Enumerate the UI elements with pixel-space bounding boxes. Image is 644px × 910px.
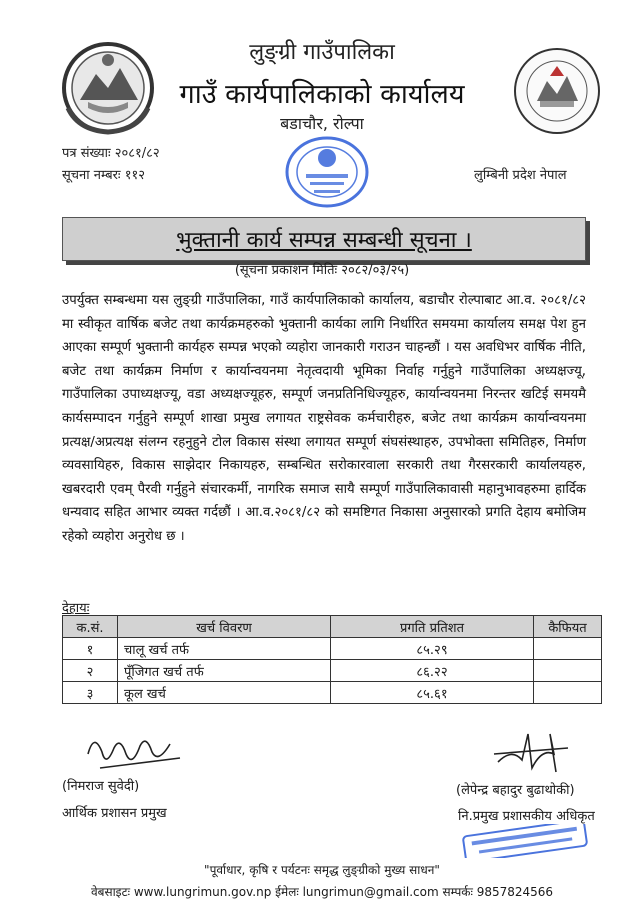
right-signer-title: नि.प्रमुख प्रशासकीय अधिकृत	[458, 809, 595, 824]
row-sn: १	[63, 638, 118, 660]
office-stamp-icon	[284, 134, 370, 210]
publish-date: (सूचना प्रकाशन मितिः २०८२/०३/२५)	[234, 263, 410, 278]
notice-heading: भुक्तानी कार्य सम्पन्न सम्बन्धी सूचना ।	[176, 228, 472, 253]
row-progress: ८६.२२	[331, 660, 534, 682]
right-signature-icon	[492, 728, 572, 778]
table-row	[63, 638, 602, 660]
row-desc: कूल खर्च	[118, 682, 331, 704]
row-desc: पूँजिगत खर्च तर्फ	[118, 660, 331, 682]
municipality-name: लुङ्ग्री गाउँपालिका	[249, 40, 395, 65]
row-remark	[534, 638, 602, 660]
left-signature-icon	[80, 724, 190, 780]
progress-table	[62, 615, 602, 704]
footer-motto: "पूर्वाधार, कृषि र पर्यटनः समृद्ध लुङ्ग्रीको मुख्य साधन"	[204, 863, 440, 877]
row-sn: ३	[63, 682, 118, 704]
office-address: बडाचौर, रोल्पा	[280, 114, 364, 133]
row-progress: ८५.२९	[331, 638, 534, 660]
right-signer-name: (लेपेन्द्र बहादुर बुढाथोकी)	[456, 783, 575, 798]
table-header-row	[63, 616, 602, 638]
signature-stamp-icon	[460, 824, 590, 858]
left-signer-name: (निमराज सुवेदी)	[62, 779, 140, 794]
office-name: गाउँ कार्यपालिकाको कार्यालय	[179, 79, 465, 110]
province-label: लुम्बिनी प्रदेश नेपाल	[474, 168, 567, 183]
left-signer-title: आर्थिक प्रशासन प्रमुख	[62, 806, 167, 821]
body-paragraph: उपर्युक्त सम्बन्धमा यस लुङ्ग्री गाउँपालिका, गाउँ कार्यपालिकाको कार्यालय, बडाचौर रोल्पाबाट आ.व. २०८१/८२ मा स्वीकृत वार्षिक बजेट तथा कार्यक्रमहरुको भुक्तानी कार्यका लागि निर्धारित समयमा कार्यालय समक्ष पेश हुन आएका सम्पूर्ण भुक्तानी कार्यहरु सम्पन्न भएको व्यहोरा जानकारी गराउन चाहन्छौं । यस अवधिभर वार्षिक नीति, बजेट तथा कार्यक्रम निर्माण र कार्यान्वयनमा नेतृत्वदायी भूमिका निर्वाह गर्नुहुने गाउँपालिका अध्यक्षज्यू, गाउँपालिका उपाध्यक्षज्यू, वडा अध्यक्षज्यूहरु, सम्पूर्ण जनप्रतिनिधिज्यूहरु, कार्यान्वयनमा निरन्तर खटिई समयमै कार्यसम्पादन गर्नुहुने सम्पूर्ण शाखा प्रमुख लगायत राष्ट्रसेवक कर्मचारीहरु, बजेट तथा कार्यक्रम कार्यान्वयनमा प्रत्यक्ष/अप्रत्यक्ष संलग्न रहनुहुने टोल विकास संस्था लगायत सम्पूर्ण संघसंस्थाहरु, उपभोक्ता समितिहरु, निर्माण व्यवसायिहरु, विकास साझेदार निकायहरु, सम्बन्धित सरोकारवाला सरकारी तथा गैरसरकारी कार्यालयहरु, खबरदारी एवम् पैरवी गर्नुहुने संचारकर्मी, नागरिक समाज सायै सम्पूर्ण गाउँपालिकावासी महानुभावहरुमा हार्दिक धन्यवाद सहित आभार व्यक्त गर्दछौं । आ.व.२०८१/८२ को समष्टिगत निकासा अनुसारको प्रगति देहाय बमोजिम रहेको व्यहोरा अनुरोध छ ।	[62, 293, 586, 544]
row-remark	[534, 682, 602, 704]
row-progress: ८५.६१	[331, 682, 534, 704]
footer-contact: वेबसाइटः www.lungrimun.gov.np ईमेलः lungrimun@gmail.com सम्पर्कः 9857824566	[90, 885, 554, 899]
col-progress-header: प्रगति प्रतिशत	[331, 616, 534, 638]
col-desc-header: खर्च विवरण	[118, 616, 331, 638]
table-row	[63, 682, 602, 704]
col-sn-header: क.सं.	[63, 616, 118, 638]
row-sn: २	[63, 660, 118, 682]
letter-number: पत्र संख्याः २०८१/८२	[62, 146, 160, 161]
col-remark-header: कैफियत	[534, 616, 602, 638]
dehay-label: देहायः	[62, 601, 90, 616]
table-row	[63, 660, 602, 682]
row-desc: चालू खर्च तर्फ	[118, 638, 331, 660]
row-remark	[534, 660, 602, 682]
notice-number: सूचना नम्बरः ११२	[62, 168, 145, 183]
